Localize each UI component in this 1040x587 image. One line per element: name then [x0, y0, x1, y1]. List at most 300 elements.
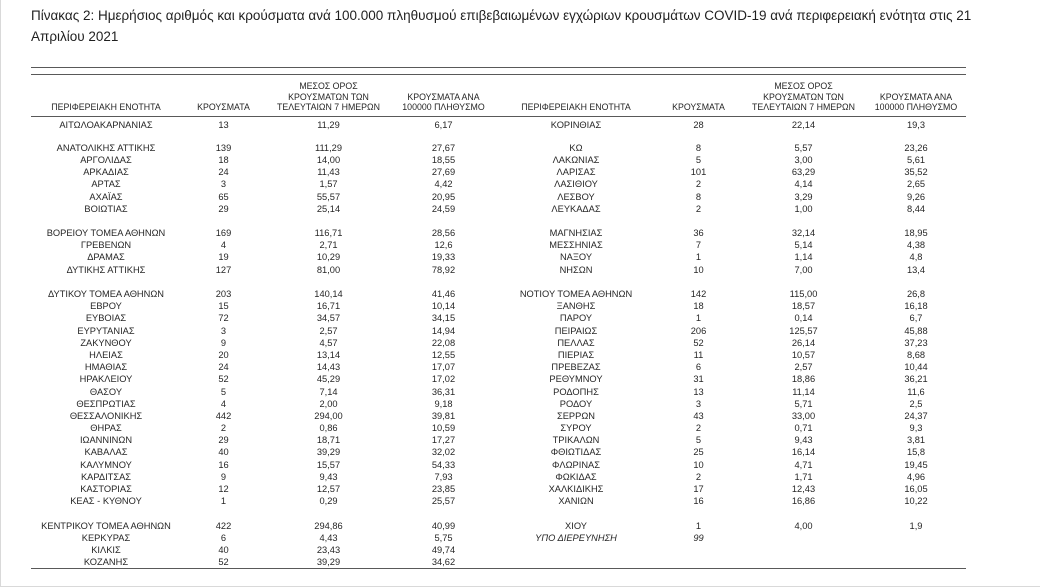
region-cell: ΗΜΑΘΙΑΣ [84, 362, 128, 373]
avg7-cell: 0,86 [319, 423, 338, 434]
avg7-cell: 4,00 [794, 520, 813, 531]
header-per100k-left: ΚΡΟΥΣΜΑΤΑ ΑΝΑ 100000 ΠΛΗΘΥΣΜΟ [391, 75, 496, 117]
avg7-cell: 14,43 [316, 362, 341, 373]
region-cell: ΘΕΣΣΑΛΟΝΙΚΗΣ [69, 410, 143, 421]
avg7-cell [741, 215, 866, 227]
avg7-cell [741, 544, 866, 556]
cases-cell: 17 [693, 484, 704, 495]
region-cell: ΑΡΚΑΔΙΑΣ [83, 167, 129, 178]
cases-cell: 28 [693, 119, 704, 130]
cases-cell [656, 507, 741, 519]
table-row [31, 507, 966, 519]
region-cell: ΑΡΓΟΛΙΔΑΣ [80, 154, 132, 165]
avg7-cell: 11,29 [317, 119, 340, 130]
cases-cell: 7 [695, 240, 702, 251]
cases-cell: 52 [218, 374, 229, 385]
per100k-cell: 4,96 [906, 471, 926, 482]
per100k-cell [391, 215, 496, 227]
cases-cell: 65 [218, 191, 229, 202]
table-row [31, 434, 966, 446]
header-row [31, 75, 966, 117]
cases-cell: 4 [220, 398, 227, 409]
cases-cell: 15 [218, 301, 229, 312]
region-cell: ΛΑΣΙΘΙΟΥ [554, 179, 598, 190]
cases-cell: 99 [693, 532, 704, 543]
header-per100k-right: ΚΡΟΥΣΜΑΤΑ ΑΝΑ 100000 ΠΛΗΘΥΣΜΟ [866, 75, 966, 117]
cases-cell: 16 [693, 496, 704, 507]
per100k-cell: 8,44 [906, 203, 926, 214]
table-row [31, 312, 966, 324]
cases-cell [656, 556, 741, 568]
region-cell: ΧΑΝΙΩΝ [558, 496, 594, 507]
per100k-cell: 18,95 [904, 228, 928, 239]
per100k-cell: 10,59 [431, 423, 456, 434]
region-cell: ΗΛΕΙΑΣ [89, 349, 123, 360]
region-cell: ΧΙΟΥ [565, 520, 587, 531]
per100k-cell: 20,95 [431, 191, 456, 202]
covid-table [31, 67, 966, 569]
cases-cell: 24 [218, 362, 229, 373]
table-row [31, 227, 966, 239]
region-cell: ΛΑΡΙΣΑΣ [556, 167, 596, 178]
cases-cell: 142 [690, 289, 707, 300]
per100k-cell: 14,94 [431, 325, 456, 336]
per100k-cell: 10,14 [431, 301, 456, 312]
per100k-cell: 5,75 [434, 532, 453, 543]
region-cell: ΠΕΙΡΑΙΩΣ [554, 325, 598, 336]
region-cell: ΣΕΡΡΩΝ [556, 410, 595, 421]
per100k-cell: 17,27 [431, 435, 456, 446]
cases-cell: 1 [695, 252, 702, 263]
region-cell: ΜΕΣΣΗΝΙΑΣ [549, 240, 603, 251]
avg7-cell: 22,14 [791, 119, 816, 130]
per100k-cell: 32,02 [431, 447, 456, 458]
region-cell: ΠΡΕΒΕΖΑΣ [551, 362, 601, 373]
cases-cell: 8 [695, 191, 702, 202]
cases-cell: 8 [695, 142, 702, 153]
per100k-cell: 25,57 [431, 496, 456, 507]
cases-cell: 25 [693, 447, 704, 458]
per100k-cell: 24,59 [431, 203, 456, 214]
cases-cell [181, 507, 266, 519]
table-row [31, 398, 966, 410]
table-row [31, 215, 966, 227]
per100k-cell: 9,26 [906, 191, 926, 202]
avg7-cell [266, 507, 391, 519]
table-row [31, 130, 966, 142]
avg7-cell [741, 276, 866, 288]
cases-cell: 1 [695, 520, 702, 531]
avg7-cell: 2,71 [319, 240, 338, 251]
avg7-cell: 7,00 [794, 264, 813, 275]
avg7-cell: 13,14 [316, 349, 341, 360]
cases-cell: 13 [693, 386, 704, 397]
cases-cell: 2 [695, 203, 702, 214]
table-row [31, 520, 966, 532]
table-row [31, 251, 966, 263]
cases-cell: 5 [695, 154, 702, 165]
cases-cell: 139 [215, 142, 232, 153]
region-cell: ΔΥΤΙΚΟΥ ΤΟΜΕΑ ΑΘΗΝΩΝ [47, 289, 165, 300]
region-cell: ΝΗΣΩΝ [559, 264, 593, 275]
avg7-cell: 26,14 [791, 337, 816, 348]
cases-cell: 127 [215, 264, 232, 275]
avg7-cell: 1,00 [794, 203, 813, 214]
region-cell: ΚΕΡΚΥΡΑΣ [81, 532, 131, 543]
region-cell: ΤΡΙΚΑΛΩΝ [552, 435, 600, 446]
per100k-cell: 54,33 [431, 459, 456, 470]
per100k-cell: 6,17 [434, 119, 453, 130]
cases-cell: 19 [218, 252, 229, 263]
per100k-cell: 36,21 [904, 374, 928, 385]
avg7-cell: 45,29 [316, 374, 341, 385]
per100k-cell [866, 130, 966, 142]
avg7-cell: 4,14 [794, 179, 813, 190]
per100k-cell: 10,22 [904, 496, 928, 507]
header-avg7-left: ΜΕΣΟΣ ΟΡΟΣ ΚΡΟΥΣΜΑΤΩΝ ΤΩΝ ΤΕΛΕΥΤΑΙΩΝ 7 ΗΜΕΡΩΝ [266, 75, 391, 117]
cases-cell: 2 [695, 179, 702, 190]
per100k-cell: 17,02 [431, 374, 456, 385]
per100k-cell [866, 544, 966, 556]
table-row [31, 178, 966, 190]
region-cell: ΙΩΑΝΝΙΝΩΝ [79, 435, 133, 446]
region-cell: ΧΑΛΚΙΔΙΚΗΣ [548, 484, 604, 495]
cases-cell: 2 [695, 471, 702, 482]
avg7-cell: 81,00 [316, 264, 341, 275]
avg7-cell: 39,29 [316, 556, 341, 567]
per100k-cell [866, 556, 966, 568]
header-cases-left: ΚΡΟΥΣΜΑΤΑ [181, 75, 266, 117]
per100k-cell: 9,3 [909, 423, 923, 434]
per100k-cell: 12,55 [431, 349, 456, 360]
avg7-cell: 116,71 [314, 228, 343, 239]
avg7-cell: 32,14 [791, 228, 816, 239]
cases-cell [656, 544, 741, 556]
table-row [31, 325, 966, 337]
avg7-cell: 5,71 [794, 398, 813, 409]
cases-cell: 203 [215, 289, 232, 300]
region-cell: ΜΑΓΝΗΣΙΑΣ [549, 228, 603, 239]
per100k-cell: 4,38 [906, 240, 926, 251]
header-cases-right: ΚΡΟΥΣΜΑΤΑ [656, 75, 741, 117]
avg7-cell: 111,29 [314, 142, 343, 153]
per100k-cell: 45,88 [904, 325, 928, 336]
table-row [31, 203, 966, 215]
table-row [31, 422, 966, 434]
avg7-cell: 9,43 [319, 471, 338, 482]
region-cell [31, 276, 181, 288]
per100k-cell: 39,81 [431, 410, 456, 421]
avg7-cell: 125,57 [789, 325, 818, 336]
region-cell: ΛΕΥΚΑΔΑΣ [551, 203, 601, 214]
avg7-cell [266, 130, 391, 142]
avg7-cell: 18,71 [316, 435, 341, 446]
per100k-cell: 13,4 [906, 264, 926, 275]
table-row [31, 410, 966, 422]
cases-cell: 6 [220, 532, 227, 543]
table-row [31, 556, 966, 568]
avg7-cell: 23,43 [316, 544, 341, 555]
table-row [31, 495, 966, 507]
region-cell: ΚΑΡΔΙΤΣΑΣ [80, 471, 132, 482]
per100k-cell [866, 507, 966, 519]
avg7-cell: 10,57 [791, 349, 816, 360]
per100k-cell: 6,7 [909, 313, 923, 324]
per100k-cell: 23,85 [431, 484, 456, 495]
cases-cell: 6 [695, 362, 702, 373]
avg7-cell: 14,00 [316, 154, 341, 165]
avg7-cell: 3,29 [794, 191, 813, 202]
per100k-cell: 15,8 [906, 447, 926, 458]
avg7-cell: 25,14 [316, 203, 341, 214]
cases-cell [656, 215, 741, 227]
region-cell: ΦΩΚΙΔΑΣ [555, 471, 597, 482]
cases-cell: 442 [215, 410, 232, 421]
per100k-cell [391, 130, 496, 142]
cases-cell: 11 [693, 349, 704, 360]
cases-cell: 3 [220, 325, 227, 336]
avg7-cell: 34,57 [316, 313, 341, 324]
region-cell [496, 556, 656, 568]
avg7-cell [266, 276, 391, 288]
region-cell: ΘΗΡΑΣ [90, 423, 122, 434]
avg7-cell [741, 532, 866, 544]
avg7-cell [741, 507, 866, 519]
avg7-cell: 63,29 [791, 167, 816, 178]
cases-cell [181, 276, 266, 288]
per100k-cell: 24,37 [904, 410, 928, 421]
table-row [31, 544, 966, 556]
region-cell: ΚΟΖΑΝΗΣ [83, 556, 129, 567]
cases-cell: 9 [220, 471, 227, 482]
region-cell: ΣΥΡΟΥ [560, 423, 592, 434]
avg7-cell: 10,29 [316, 252, 341, 263]
per100k-cell [866, 276, 966, 288]
per100k-cell: 2,5 [909, 398, 923, 409]
per100k-cell: 2,65 [906, 179, 926, 190]
avg7-cell: 39,29 [316, 447, 341, 458]
per100k-cell: 41,46 [431, 289, 456, 300]
region-cell: ΡΟΔΟΥ [559, 398, 593, 409]
cases-cell: 422 [215, 520, 232, 531]
per100k-cell [866, 532, 966, 544]
per100k-cell: 4,8 [909, 252, 923, 263]
region-cell: ΥΠΟ ΔΙΕΡΕΥΝΗΣΗ [535, 532, 617, 543]
table-row [31, 471, 966, 483]
region-cell: ΗΡΑΚΛΕΙΟΥ [79, 374, 133, 385]
region-cell: ΘΑΣΟΥ [89, 386, 123, 397]
region-cell: ΚΑΒΑΛΑΣ [84, 447, 128, 458]
region-cell: ΒΟΙΩΤΙΑΣ [84, 203, 128, 214]
cases-cell: 3 [220, 179, 227, 190]
cases-cell: 5 [695, 435, 702, 446]
avg7-cell: 294,00 [314, 410, 343, 421]
per100k-cell [866, 215, 966, 227]
per100k-cell: 9,18 [434, 398, 453, 409]
avg7-cell: 3,00 [794, 154, 813, 165]
avg7-cell: 5,14 [794, 240, 813, 251]
avg7-cell: 4,43 [319, 532, 338, 543]
region-cell: ΕΥΡΥΤΑΝΙΑΣ [77, 325, 135, 336]
per100k-cell: 12,6 [434, 240, 453, 251]
cases-cell [656, 130, 741, 142]
avg7-cell: 11,43 [317, 167, 340, 178]
region-cell: ΚΟΡΙΝΘΙΑΣ [550, 119, 602, 130]
cases-cell: 36 [693, 228, 704, 239]
avg7-cell: 16,86 [791, 496, 816, 507]
per100k-cell: 8,68 [906, 349, 926, 360]
region-cell: ΖΑΚΥΝΘΟΥ [80, 337, 132, 348]
region-cell: ΔΥΤΙΚΗΣ ΑΤΤΙΚΗΣ [66, 264, 146, 275]
region-cell: ΚΕΑΣ - ΚΥΘΝΟΥ [70, 496, 142, 507]
per100k-cell: 26,8 [906, 289, 926, 300]
header-region-left: ΠΕΡΙΦΕΡΕΙΑΚΗ ΕΝΟΤΗΤΑ [31, 75, 181, 117]
cases-cell: 4 [220, 240, 227, 251]
per100k-cell: 37,23 [904, 337, 928, 348]
table-row [31, 459, 966, 471]
cases-cell: 72 [218, 313, 229, 324]
avg7-cell [741, 130, 866, 142]
region-cell: ΕΥΒΟΙΑΣ [85, 313, 127, 324]
region-cell [496, 507, 656, 519]
cases-cell [181, 215, 266, 227]
per100k-cell: 18,55 [431, 154, 456, 165]
avg7-cell: 33,00 [791, 410, 816, 421]
table-row [31, 288, 966, 300]
per100k-cell [391, 276, 496, 288]
cases-cell: 101 [690, 167, 707, 178]
avg7-cell: 5,57 [794, 142, 813, 153]
per100k-cell: 19,33 [431, 252, 456, 263]
avg7-cell: 55,57 [316, 191, 341, 202]
cases-cell [656, 276, 741, 288]
table-row [31, 337, 966, 349]
avg7-cell: 2,57 [794, 362, 813, 373]
cases-cell: 10 [693, 459, 704, 470]
region-cell: ΚΩ [569, 142, 583, 153]
cases-cell: 52 [693, 337, 704, 348]
cases-cell: 1 [695, 313, 702, 324]
per100k-cell: 4,42 [434, 179, 453, 190]
per100k-cell: 17,07 [431, 362, 456, 373]
cases-cell: 2 [220, 423, 227, 434]
table-row [31, 166, 966, 178]
table-row [31, 276, 966, 288]
regional-cases-table [31, 74, 966, 569]
region-cell: ΛΑΚΩΝΙΑΣ [552, 154, 600, 165]
avg7-cell: 0,29 [319, 496, 338, 507]
cases-cell: 29 [218, 203, 229, 214]
avg7-cell: 140,14 [314, 289, 343, 300]
per100k-cell: 10,44 [904, 362, 928, 373]
avg7-cell: 7,14 [319, 386, 338, 397]
table-row [31, 142, 966, 154]
avg7-cell: 2,00 [319, 398, 338, 409]
region-cell: ΠΑΡΟΥ [559, 313, 593, 324]
per100k-cell: 5,61 [906, 154, 926, 165]
region-cell: ΞΑΝΘΗΣ [556, 301, 596, 312]
avg7-cell: 294,86 [314, 520, 343, 531]
avg7-cell: 1,71 [794, 471, 813, 482]
cases-cell [181, 130, 266, 142]
avg7-cell: 0,14 [794, 313, 813, 324]
header-avg7-right: ΜΕΣΟΣ ΟΡΟΣ ΚΡΟΥΣΜΑΤΩΝ ΤΩΝ ΤΕΛΕΥΤΑΙΩΝ 7 ΗΜΕΡΩΝ [741, 75, 866, 117]
cases-cell: 52 [218, 556, 229, 567]
per100k-cell: 22,08 [431, 337, 456, 348]
cases-cell: 9 [220, 337, 227, 348]
per100k-cell: 23,26 [904, 142, 928, 153]
cases-cell: 20 [218, 349, 229, 360]
cases-cell: 18 [218, 154, 229, 165]
region-cell: ΑΧΑΪΑΣ [89, 191, 123, 202]
table-row [31, 264, 966, 276]
per100k-cell: 40,99 [431, 520, 456, 531]
cases-cell: 24 [218, 167, 229, 178]
region-cell: ΕΒΡΟΥ [90, 301, 122, 312]
region-cell: ΒΟΡΕΙΟΥ ΤΟΜΕΑ ΑΘΗΝΩΝ [46, 228, 166, 239]
cases-cell: 1 [220, 496, 227, 507]
region-cell: ΡΕΘΥΜΝΟΥ [549, 374, 603, 385]
region-cell: ΠΙΕΡΙΑΣ [557, 349, 595, 360]
table-row [31, 483, 966, 495]
table-row [31, 300, 966, 312]
avg7-cell: 16,14 [791, 447, 816, 458]
avg7-cell [741, 556, 866, 568]
per100k-cell: 27,67 [431, 142, 456, 153]
region-cell: ΚΑΣΤΟΡΙΑΣ [80, 484, 132, 495]
table-row [31, 349, 966, 361]
region-cell: ΡΟΔΟΠΗΣ [553, 386, 599, 397]
per100k-cell: 3,81 [906, 435, 926, 446]
avg7-cell: 15,57 [316, 459, 341, 470]
cases-cell: 12 [218, 484, 229, 495]
table-row [31, 385, 966, 397]
region-cell [496, 276, 656, 288]
region-cell [31, 215, 181, 227]
region-cell: ΔΡΑΜΑΣ [87, 252, 125, 263]
table-row [31, 361, 966, 373]
per100k-cell [391, 507, 496, 519]
per100k-cell: 7,93 [434, 471, 453, 482]
cases-cell: 31 [693, 374, 704, 385]
region-cell [496, 130, 656, 142]
per100k-cell: 27,69 [431, 167, 456, 178]
table-row [31, 190, 966, 202]
per100k-cell: 11,6 [907, 386, 925, 397]
per100k-cell: 49,74 [431, 544, 456, 555]
region-cell [31, 507, 181, 519]
region-cell [496, 215, 656, 227]
region-cell: ΚΑΛΥΜΝΟΥ [80, 459, 132, 470]
table-header [31, 75, 966, 117]
cases-cell: 10 [693, 264, 704, 275]
per100k-cell: 16,18 [904, 301, 928, 312]
per100k-cell: 78,92 [431, 264, 456, 275]
avg7-cell: 11,14 [792, 386, 815, 397]
region-cell: ΠΕΛΛΑΣ [557, 337, 595, 348]
cases-cell: 40 [218, 447, 229, 458]
region-cell: ΝΑΞΟΥ [559, 252, 593, 263]
per100k-cell: 1,9 [909, 520, 923, 531]
table-row [31, 532, 966, 544]
region-cell: ΓΡΕΒΕΝΩΝ [80, 240, 132, 251]
region-cell: ΑΡΤΑΣ [91, 179, 121, 190]
cases-cell: 29 [218, 435, 229, 446]
avg7-cell: 9,43 [794, 435, 813, 446]
avg7-cell: 18,57 [791, 301, 816, 312]
cases-cell: 18 [693, 301, 704, 312]
table-row [31, 116, 966, 130]
